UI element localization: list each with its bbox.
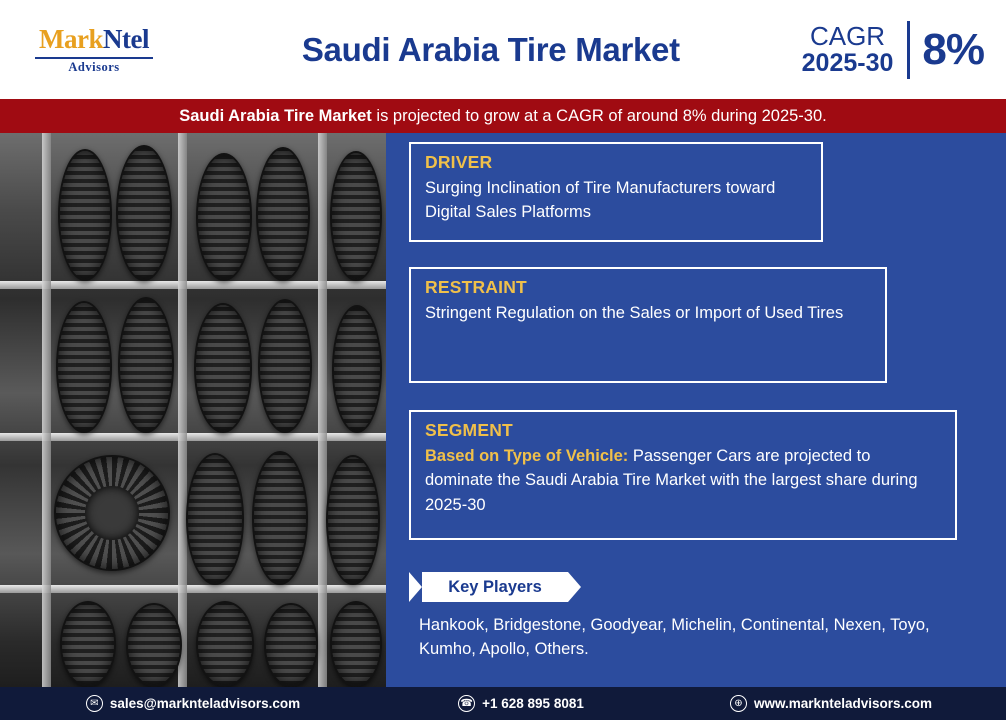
highlight-banner	[0, 99, 1006, 133]
ribbon-left-arrow-icon	[409, 572, 422, 602]
tire	[58, 149, 112, 281]
footer-email-text: sales@marknteladvisors.com	[109, 696, 301, 711]
shelf-post-3	[318, 133, 327, 687]
segment-card	[409, 410, 957, 540]
email-icon: ✉	[86, 695, 103, 712]
tire	[56, 301, 112, 433]
restraint-card-text: Stringent Regulation on the Sales or Import of Used Tires	[425, 304, 844, 322]
tire	[264, 603, 318, 687]
footer-email[interactable]	[0, 695, 386, 712]
shelf-rail-1	[0, 281, 386, 289]
cagr-block	[802, 21, 984, 79]
tire	[258, 299, 312, 433]
logo-divider	[35, 57, 153, 59]
restraint-card-title: RESTRAINT	[425, 277, 527, 297]
cagr-value: 8%	[922, 24, 984, 74]
page-title: Saudi Arabia Tire Market	[301, 30, 680, 68]
banner-bold-text: Saudi Arabia Tire Market	[179, 106, 372, 125]
driver-card	[409, 142, 823, 242]
key-players-ribbon	[409, 572, 581, 602]
globe-icon: ⊕	[730, 695, 747, 712]
tire	[196, 153, 252, 281]
shelf-rail-3	[0, 585, 386, 593]
segment-highlight: Based on Type of Vehicle:	[425, 447, 629, 465]
tire	[60, 601, 116, 687]
footer-website[interactable]	[656, 695, 1006, 712]
tire	[326, 455, 380, 585]
segment-card-title: SEGMENT	[425, 420, 513, 440]
tire	[118, 297, 174, 433]
phone-icon: ☎	[458, 695, 475, 712]
banner-rest-text: is projected to grow at a CAGR of around 8% during 2025-30.	[371, 106, 827, 125]
logo-wordmark	[39, 24, 149, 55]
footer-website-text: www.marknteladvisors.com	[753, 696, 933, 711]
segment-card-text	[425, 444, 941, 517]
tire-shelf-photo	[0, 133, 386, 687]
driver-card-title: DRIVER	[425, 152, 493, 172]
tire	[252, 451, 308, 585]
tire	[330, 601, 382, 687]
ribbon-right-arrow-icon	[568, 572, 581, 602]
tire	[194, 303, 252, 433]
body-area	[0, 133, 1006, 687]
footer	[0, 687, 1006, 720]
tire	[196, 601, 254, 687]
driver-card-text: Surging Inclination of Tire Manufacturers toward Digital Sales Platforms	[425, 179, 776, 222]
logo-subtitle: Advisors	[68, 60, 120, 74]
shelf-post-2	[178, 133, 187, 687]
header	[0, 0, 1006, 99]
tire	[116, 145, 172, 281]
cagr-label-group	[802, 22, 908, 77]
footer-phone[interactable]	[386, 695, 656, 712]
shelf-rail-2	[0, 433, 386, 441]
tire	[330, 151, 382, 281]
logo-word-ntel: Ntel	[103, 24, 149, 54]
brand-logo	[14, 24, 174, 75]
tire	[332, 305, 382, 433]
key-players-list: Hankook, Bridgestone, Goodyear, Michelin, Continental, Nexen, Toyo, Kumho, Apollo, Others.	[419, 616, 930, 659]
segment-body-text: Passenger Cars are projected to dominate the Saudi Arabia Tire Market with the largest share during 2025-30	[425, 447, 918, 514]
shelf-post-1	[42, 133, 51, 687]
restraint-card	[409, 267, 887, 383]
tire	[186, 453, 244, 585]
key-players-label: Key Players	[422, 572, 568, 602]
logo-word-mark: Mark	[39, 24, 103, 54]
tire	[256, 147, 310, 281]
cagr-period: 2025-30	[801, 49, 894, 78]
tire	[54, 455, 170, 571]
cagr-label: CAGR	[809, 20, 886, 51]
footer-phone-text: +1 628 895 8081	[482, 696, 584, 711]
tire	[126, 603, 182, 687]
